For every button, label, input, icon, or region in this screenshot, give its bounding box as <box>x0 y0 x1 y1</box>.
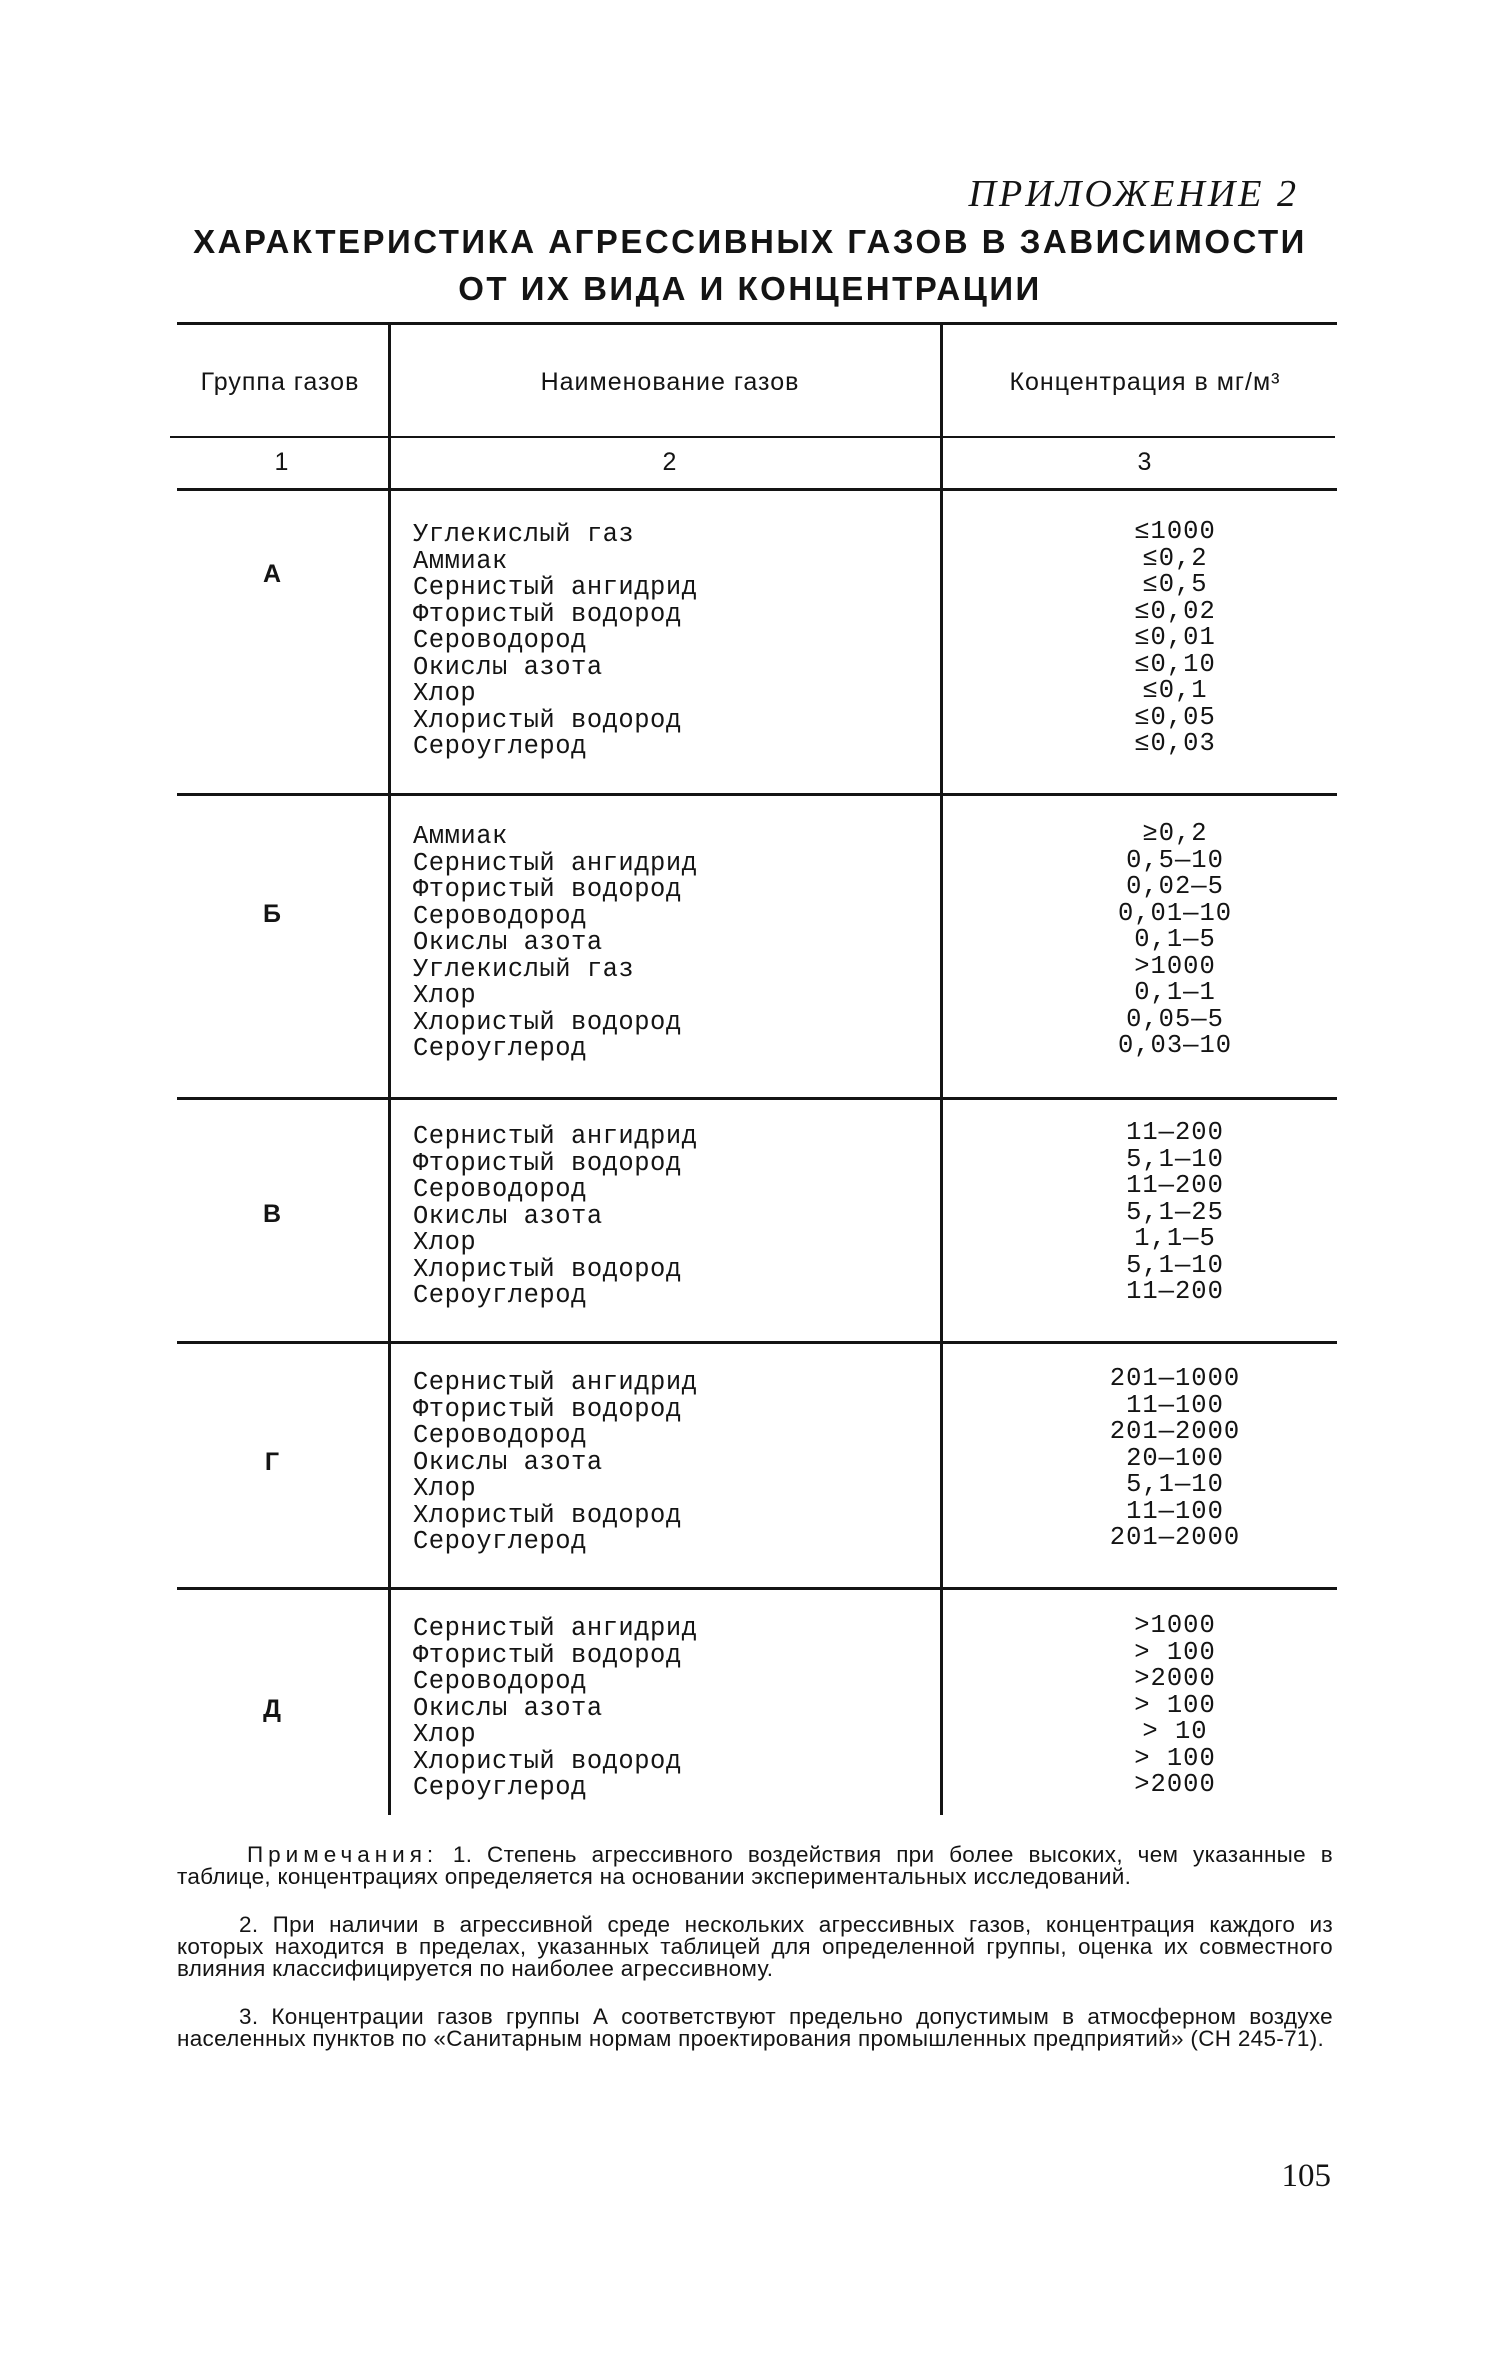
concentration-value: >1000 <box>1134 1611 1216 1640</box>
concentration-value: 201—2000 <box>1109 1417 1241 1446</box>
group-separator <box>177 1341 1337 1344</box>
note-1 <box>177 1844 1333 1888</box>
gas-name: Фтористый водород <box>413 1394 682 1424</box>
concentration-value: ≤0,2 <box>1142 543 1208 573</box>
gas-name: Хлористый водород <box>413 1007 682 1037</box>
concentration-value: ≤0,05 <box>1134 702 1216 732</box>
group-separator <box>177 1587 1337 1590</box>
gas-list-g <box>413 1370 697 1556</box>
concentration-value: 11—200 <box>1126 1277 1224 1306</box>
column-number-3: 3 <box>1137 448 1153 476</box>
gas-name: Хлор <box>413 679 477 708</box>
gas-name: Фтористый водород <box>413 1640 682 1670</box>
column-number-1: 1 <box>274 448 290 476</box>
concentration-value: >2000 <box>1134 1664 1216 1693</box>
gas-name: Сернистый ангидрид <box>413 1368 698 1397</box>
note-2: 2. При наличии в агрессивной среде нескольких агрессивных газов, концентрация каждого из которых находится в пределах, указанных таблицей для определенной группы, оценка их совместного влияния классифицируется по наиболее агрессивному. <box>177 1912 1333 1981</box>
notes-section <box>177 1844 1333 2076</box>
gas-name: Углекислый газ <box>413 954 635 984</box>
concentration-value: ≥0,2 <box>1142 819 1208 848</box>
concentration-value: 1,1—5 <box>1134 1224 1216 1253</box>
gas-name: Сероуглерод <box>413 732 587 761</box>
concentration-value: ≤0,03 <box>1134 729 1216 758</box>
group-label-d: Д <box>263 1695 281 1723</box>
gas-name: Окислы азота <box>413 1447 603 1477</box>
concentration-value: ≤0,1 <box>1142 676 1208 705</box>
column-number-rule <box>177 488 1337 491</box>
column-separator-2 <box>940 325 943 1815</box>
gas-name: Фтористый водород <box>413 875 682 904</box>
concentration-value: ≤0,02 <box>1134 596 1216 626</box>
header-gas-name: Наименование газов <box>540 368 800 396</box>
concentration-value: 0,02—5 <box>1126 872 1224 901</box>
header-concentration: Концентрация в мг/м³ <box>1009 368 1281 396</box>
gas-name: Окислы азота <box>413 652 603 682</box>
concentration-value: 0,1—1 <box>1134 978 1216 1007</box>
gas-name: Хлористый водород <box>413 1500 682 1530</box>
concentration-list-a <box>1035 519 1315 758</box>
gas-name: Сернистый ангидрид <box>413 1122 698 1151</box>
concentration-value: 5,1—25 <box>1126 1197 1224 1227</box>
appendix-label: ПРИЛОЖЕНИЕ 2 <box>968 173 1299 215</box>
concentration-value: > 100 <box>1134 1743 1216 1773</box>
title-line-1: ХАРАКТЕРИСТИКА АГРЕССИВНЫХ ГАЗОВ В ЗАВИСИМОСТИ <box>193 223 1307 260</box>
gas-name: Сероуглерод <box>413 1773 587 1802</box>
gas-name: Хлористый водород <box>413 705 682 735</box>
column-separator-1 <box>388 325 391 1815</box>
gas-name: Хлористый водород <box>413 1254 682 1284</box>
gas-name: Сероводород <box>413 1421 587 1450</box>
gas-name: Аммиак <box>413 822 508 851</box>
concentration-value: ≤0,01 <box>1134 623 1216 652</box>
column-number-2: 2 <box>662 448 678 476</box>
title-line-2: ОТ ИХ ВИДА И КОНЦЕНТРАЦИИ <box>458 270 1042 307</box>
gas-name: Сероводород <box>413 1175 587 1204</box>
gas-name: Окислы азота <box>413 1201 603 1231</box>
header-group: Группа газов <box>200 368 360 396</box>
concentration-list-b <box>1035 821 1315 1060</box>
gas-name: Сероуглерод <box>413 1034 587 1063</box>
concentration-list-g <box>1035 1366 1315 1552</box>
concentration-value: > 100 <box>1134 1637 1216 1667</box>
concentration-value: 11—100 <box>1126 1496 1224 1526</box>
concentration-value: 20—100 <box>1126 1443 1224 1473</box>
concentration-value: 5,1—10 <box>1126 1144 1224 1174</box>
concentration-value: > 100 <box>1134 1690 1216 1720</box>
group-label-g: Г <box>264 1448 280 1476</box>
note-1-text: 1. Степень агрессивного воздействия при более высоких, чем указанные в таблице, концентрациях определяется на основании экспериментальных исследований. <box>177 1842 1333 1889</box>
gas-list-v <box>413 1124 697 1310</box>
gas-name: Аммиак <box>413 546 508 576</box>
gas-name: Хлор <box>413 1474 477 1503</box>
gas-name: Сероуглерод <box>413 1527 587 1556</box>
concentration-value: > 10 <box>1142 1717 1208 1746</box>
concentration-value: 11—200 <box>1126 1118 1224 1147</box>
gas-name: Сернистый ангидрид <box>413 848 698 878</box>
concentration-value: 0,03—10 <box>1117 1031 1233 1060</box>
concentration-value: 0,1—5 <box>1134 925 1216 954</box>
gas-list-a <box>413 522 697 761</box>
concentration-value: 5,1—10 <box>1126 1250 1224 1280</box>
concentration-value: 5,1—10 <box>1126 1470 1224 1499</box>
concentration-value: >1000 <box>1134 951 1216 981</box>
concentration-value: 11—200 <box>1126 1171 1224 1200</box>
gas-name: Фтористый водород <box>413 1148 682 1178</box>
concentration-value: >2000 <box>1134 1770 1216 1799</box>
concentration-value: ≤1000 <box>1134 517 1216 546</box>
header-rule <box>170 436 1335 438</box>
gas-name: Хлор <box>413 1720 477 1749</box>
concentration-list-d <box>1035 1613 1315 1799</box>
group-label-a: А <box>262 560 282 588</box>
gas-name: Сернистый ангидрид <box>413 1614 698 1643</box>
gas-list-d <box>413 1616 697 1802</box>
page-number: 105 <box>1281 2158 1331 2194</box>
notes-label: Примечания: <box>247 1842 439 1867</box>
concentration-list-v <box>1035 1120 1315 1306</box>
gas-name: Хлор <box>413 1228 477 1257</box>
gas-name: Хлористый водород <box>413 1746 682 1776</box>
concentration-value: ≤0,10 <box>1134 649 1216 679</box>
concentration-value: 0,05—5 <box>1126 1004 1224 1034</box>
gas-name: Сернистый ангидрид <box>413 573 698 602</box>
gas-name: Окислы азота <box>413 1693 603 1723</box>
gas-name: Сероводород <box>413 1667 587 1696</box>
concentration-value: 201—2000 <box>1109 1523 1241 1552</box>
table-top-rule <box>177 322 1337 325</box>
concentration-value: 0,5—10 <box>1126 845 1224 875</box>
concentration-value: ≤0,5 <box>1142 570 1208 599</box>
gas-name: Сероводород <box>413 626 587 655</box>
gas-name: Окислы азота <box>413 928 603 957</box>
concentration-value: 0,01—10 <box>1117 898 1233 928</box>
gas-name: Сероводород <box>413 901 587 931</box>
group-label-b: Б <box>263 900 281 928</box>
concentration-value: 201—1000 <box>1109 1364 1241 1393</box>
page-title <box>150 218 1350 312</box>
gas-name: Хлор <box>413 981 477 1010</box>
gas-name: Сероуглерод <box>413 1281 587 1310</box>
note-3: 3. Концентрации газов группы А соответствуют предельно допустимым в атмосферном воздухе населенных пунктов по «Санитарным нормам проектирования промышленных предприятий» (СН 245-71). <box>177 2004 1333 2051</box>
gas-name: Фтористый водород <box>413 599 682 629</box>
group-separator <box>177 1097 1337 1100</box>
gas-name: Углекислый газ <box>413 520 635 549</box>
gas-list-b <box>413 824 697 1063</box>
group-separator <box>177 793 1337 796</box>
group-label-v: В <box>262 1200 282 1228</box>
concentration-value: 11—100 <box>1126 1390 1224 1420</box>
